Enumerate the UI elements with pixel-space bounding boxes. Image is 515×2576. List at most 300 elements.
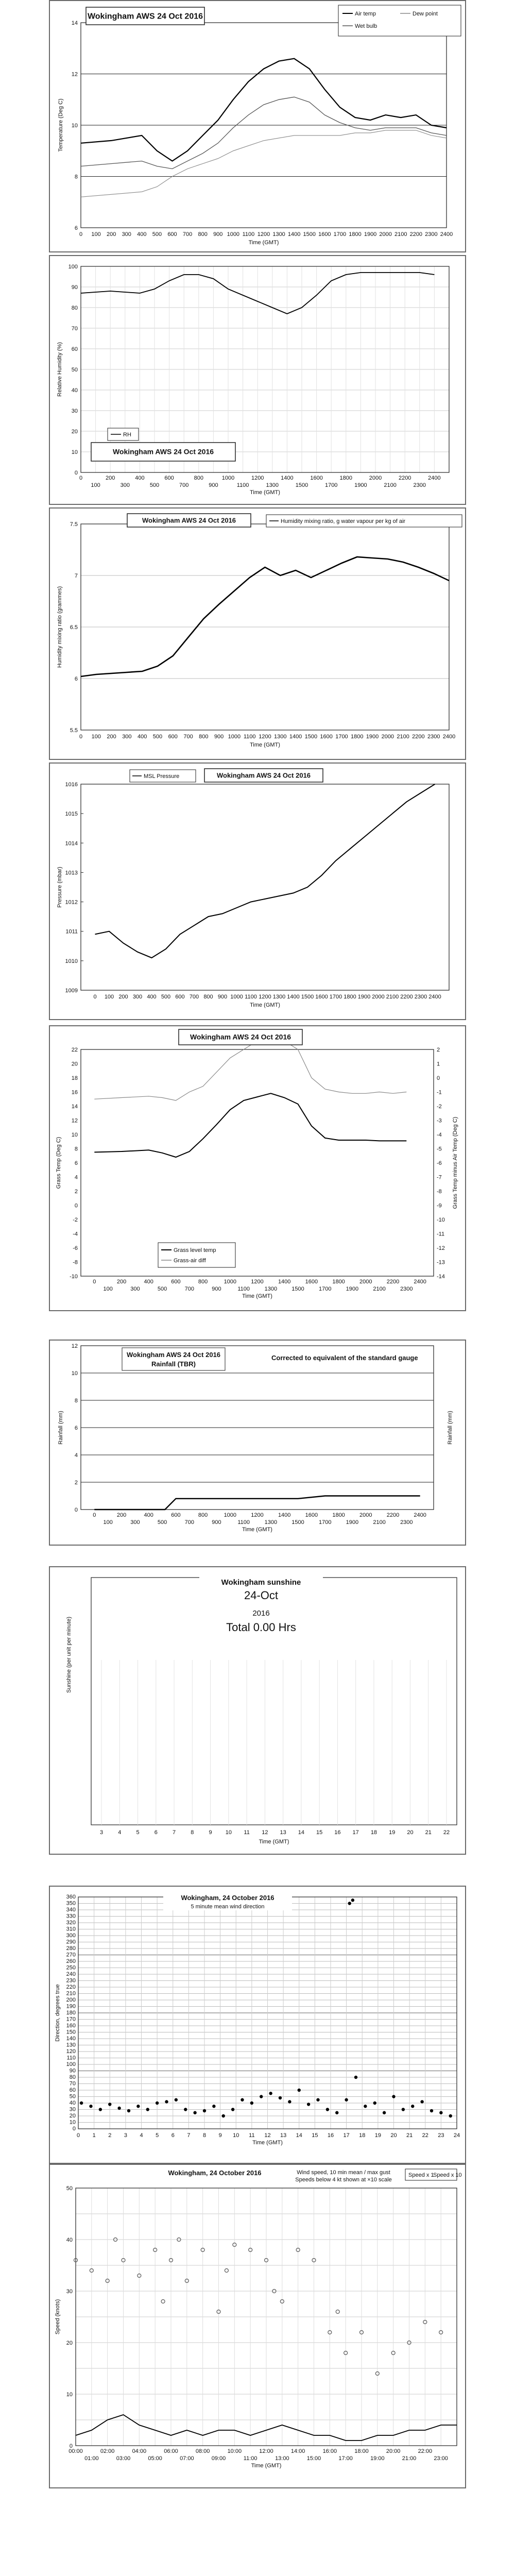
grass-temp-chart (49, 1025, 466, 1311)
x-tick-label: 400 (135, 475, 145, 481)
x-tick-label: 2100 (394, 231, 407, 238)
y-tick-label: 0 (74, 1507, 78, 1513)
direction-point (420, 2100, 423, 2103)
chart-title: Wokingham AWS 24 Oct 2016 (112, 447, 214, 456)
x-tick-label: 10 (225, 1829, 232, 1836)
y-tick-label: 20 (66, 2340, 73, 2346)
x-tick-label: 600 (175, 994, 185, 1000)
x-axis-label: Time (GMT) (252, 2140, 283, 2146)
x-tick-label: 200 (118, 994, 128, 1000)
y-tick-label: 6 (74, 676, 78, 682)
direction-point (269, 2092, 272, 2095)
x-tick-label: 400 (144, 1279, 153, 1285)
rainfall-line (94, 1496, 420, 1510)
x-tick-label: 8 (202, 2132, 207, 2139)
total-label: Total 0.00 Hrs (226, 1621, 296, 1634)
x-tick-label: 13:00 (275, 2455, 289, 2462)
x-tick-label: 2400 (442, 734, 456, 740)
x-tick-label: 9 (218, 2132, 222, 2139)
x-tick-label: 2400 (428, 994, 441, 1000)
y-tick-label: 10 (66, 2392, 73, 2398)
x-tick-label: 20:00 (386, 2448, 401, 2454)
x-tick-label: 2200 (412, 734, 425, 740)
x-tick-label: 1700 (318, 1519, 332, 1526)
y-tick-label: 0 (69, 2443, 73, 2449)
y-tick-label: 140 (66, 2036, 76, 2042)
x-tick-label: 100 (104, 994, 114, 1000)
y-tick-label-right: -9 (437, 1202, 442, 1209)
x-tick-label: 0 (93, 1279, 96, 1285)
direction-point (411, 2105, 414, 2108)
humidity-chart (49, 255, 466, 505)
y-tick-label: 180 (66, 2010, 76, 2016)
x-tick-label: 1400 (281, 475, 294, 481)
legend-label: RH (123, 432, 131, 438)
x-tick-label: 2100 (373, 1519, 386, 1526)
rainfall-chart (49, 1340, 466, 1546)
x-tick-label: 1000 (230, 994, 243, 1000)
x-tick-label: 1500 (301, 994, 314, 1000)
y-tick-label: 2 (74, 1189, 78, 1195)
plot-frame (81, 784, 449, 990)
x-tick-label: 1000 (227, 231, 240, 238)
y-tick-label: 0 (72, 2126, 76, 2132)
legend-label: Air temp (355, 11, 376, 17)
x-tick-label: 2100 (384, 482, 397, 488)
direction-point (117, 2107, 121, 2110)
y-tick-label: 1009 (65, 988, 78, 994)
x-tick-label: 800 (199, 734, 209, 740)
x-tick-label: 2300 (400, 1286, 413, 1292)
y-tick-label: 60 (71, 346, 78, 352)
y-tick-label-right: -5 (437, 1146, 442, 1153)
x-tick-label: 1300 (272, 994, 286, 1000)
x-axis-label: Time (GMT) (242, 1293, 272, 1299)
y-tick-label: 10 (71, 449, 78, 455)
x-tick-label: 6 (154, 1829, 158, 1836)
legend-label: Speed x 1 (408, 2172, 434, 2178)
x-tick-label: 1100 (236, 482, 249, 488)
x-tick-label: 1900 (366, 734, 379, 740)
y-tick-label-right: -3 (437, 1117, 442, 1124)
wind-speed-chart-svg (50, 2165, 465, 2487)
y-tick-label: -6 (73, 1245, 78, 1251)
y-tick-label: 30 (69, 2106, 76, 2113)
chart-title: Wokingham AWS 24 Oct 2016 (87, 12, 203, 21)
x-tick-label: 2000 (379, 231, 392, 238)
x-tick-label: 14:00 (290, 2448, 305, 2454)
x-tick-label: 21 (406, 2132, 413, 2139)
x-tick-label: 23:00 (434, 2455, 448, 2462)
x-tick-label: 03:00 (116, 2455, 131, 2462)
y-tick-label: 10 (71, 1370, 78, 1377)
chart-title: Wokingham AWS 24 Oct 2016 (142, 516, 236, 524)
y-tick-label-right: -14 (437, 1274, 445, 1280)
direction-point (99, 2108, 102, 2111)
x-tick-label: 900 (209, 482, 218, 488)
direction-point (222, 2114, 225, 2117)
y-tick-label: 250 (66, 1964, 76, 1971)
y-tick-label: 1013 (65, 870, 78, 876)
direction-point (345, 2098, 348, 2102)
x-tick-label: 200 (116, 1279, 127, 1285)
x-tick-label: 1500 (291, 1286, 304, 1292)
chart-title: Wokingham AWS 24 Oct 2016 (190, 1032, 291, 1041)
x-tick-label: 400 (137, 231, 147, 238)
legend-label: Wet bulb (355, 23, 377, 29)
x-tick-label: 2000 (372, 994, 385, 1000)
y-axis-label: Rainfall (mm) (447, 1411, 453, 1445)
x-tick-label: 23 (438, 2132, 444, 2139)
y-tick-label: 12 (71, 1117, 78, 1124)
x-tick-label: 11 (249, 2132, 255, 2139)
x-tick-label: 22 (443, 1829, 450, 1836)
x-tick-label: 200 (116, 1512, 127, 1518)
legend-label: Grass-air diff (174, 1258, 206, 1264)
x-tick-label: 0 (93, 1512, 96, 1518)
x-tick-label: 9 (209, 1829, 212, 1836)
y-tick-label: 190 (66, 2003, 76, 2010)
direction-point (260, 2095, 263, 2098)
y-tick-label: 80 (71, 305, 78, 311)
x-tick-label: 1800 (349, 231, 362, 238)
x-tick-label: 1400 (278, 1279, 291, 1285)
x-tick-label: 0 (79, 231, 83, 238)
y-tick-label: 340 (66, 1907, 76, 1913)
y-tick-label: 2 (74, 1480, 78, 1486)
x-axis-label: Time (GMT) (248, 240, 279, 246)
x-tick-label: 200 (106, 475, 115, 481)
x-tick-label: 2400 (440, 231, 453, 238)
chart-subtitle: Rainfall (TBR) (151, 1360, 196, 1368)
direction-point (373, 2102, 376, 2105)
direction-point (351, 1899, 354, 1902)
x-tick-label: 1100 (237, 1286, 250, 1292)
x-tick-label: 1000 (224, 1512, 237, 1518)
y-tick-label: 110 (66, 2055, 76, 2061)
x-tick-label: 100 (103, 1519, 113, 1526)
y-axis-label: Temperature (Deg C) (58, 98, 64, 152)
direction-point (136, 2105, 140, 2108)
x-axis-label: Time (GMT) (259, 1839, 289, 1845)
direction-point (212, 2105, 215, 2108)
y-tick-label: 40 (66, 2237, 73, 2243)
y-tick-label: 160 (66, 2023, 76, 2029)
x-tick-label: 09:00 (211, 2455, 226, 2462)
x-tick-label: 4 (118, 1829, 122, 1836)
x-tick-label: 12:00 (259, 2448, 273, 2454)
y-tick-label: 90 (71, 284, 78, 291)
x-tick-label: 19:00 (370, 2455, 385, 2462)
x-tick-label: 2000 (369, 475, 382, 481)
x-tick-label: 13 (280, 2132, 287, 2139)
x-tick-label: 21 (425, 1829, 432, 1836)
x-tick-label: 1900 (346, 1519, 359, 1526)
x-tick-label: 500 (152, 734, 163, 740)
x-tick-label: 2200 (386, 1512, 400, 1518)
x-tick-label: 1800 (332, 1512, 345, 1518)
y-tick-label-right: -12 (437, 1245, 445, 1251)
y-tick-label: 30 (71, 408, 78, 414)
y-tick-label: 200 (66, 1997, 76, 2003)
y-tick-label: 90 (69, 2067, 76, 2074)
x-tick-label: 1300 (274, 734, 287, 740)
y-tick-label: 12 (71, 1343, 78, 1349)
x-tick-label: 1000 (228, 734, 241, 740)
direction-point (430, 2109, 433, 2112)
x-tick-label: 08:00 (195, 2448, 210, 2454)
x-tick-label: 2300 (425, 231, 438, 238)
y-tick-label: 100 (66, 2061, 76, 2067)
y-tick-label: 320 (66, 1920, 76, 1926)
y-tick-label: 100 (68, 264, 78, 270)
y-tick-label-right: 1 (437, 1061, 440, 1067)
x-tick-label: 1300 (272, 231, 285, 238)
x-axis-label: Time (GMT) (251, 2463, 282, 2469)
legend-label: Humidity mixing ratio, g water vapour per kg of air (281, 518, 406, 524)
y-tick-label: 240 (66, 1971, 76, 1977)
y-axis-label: Sunshine (per unit per minute) (66, 1617, 72, 1693)
x-tick-label: 700 (182, 231, 193, 238)
x-tick-label: 1200 (259, 994, 271, 1000)
grass-temp-line (94, 1093, 406, 1157)
direction-point (326, 2108, 329, 2111)
y-tick-label: 6 (74, 225, 78, 231)
x-tick-label: 11:00 (243, 2455, 258, 2462)
legend-label: Speed x 10 (433, 2172, 462, 2178)
x-tick-label: 1900 (354, 482, 367, 488)
x-tick-label: 17 (343, 2132, 350, 2139)
x-tick-label: 1500 (303, 231, 316, 238)
y-tick-label: 360 (66, 1894, 76, 1900)
y-tick-label: 22 (71, 1047, 78, 1053)
x-tick-label: 2 (108, 2132, 112, 2139)
x-tick-label: 06:00 (164, 2448, 178, 2454)
x-tick-label: 1200 (251, 475, 264, 481)
y-tick-label: 50 (69, 2093, 76, 2100)
x-tick-label: 600 (167, 231, 177, 238)
x-tick-label: 800 (194, 475, 203, 481)
x-tick-label: 20 (390, 2132, 397, 2139)
y-tick-label: 40 (69, 2100, 76, 2106)
y-tick-label: 170 (66, 2016, 76, 2023)
x-tick-label: 400 (137, 734, 147, 740)
wind-speed-chart (49, 2164, 466, 2488)
x-tick-label: 700 (189, 994, 199, 1000)
x-tick-label: 1900 (357, 994, 371, 1000)
x-tick-label: 1000 (221, 475, 235, 481)
dew-point-line (81, 130, 447, 197)
direction-point (193, 2111, 196, 2114)
x-tick-label: 1600 (305, 1512, 318, 1518)
x-tick-label: 1300 (264, 1519, 278, 1526)
x-tick-label: 2100 (386, 994, 399, 1000)
y-tick-label: 10 (71, 1132, 78, 1138)
x-tick-label: 500 (161, 994, 171, 1000)
x-tick-label: 0 (79, 475, 83, 481)
x-tick-label: 600 (164, 475, 174, 481)
x-tick-label: 07:00 (180, 2455, 194, 2462)
y-tick-label: -10 (70, 1274, 78, 1280)
legend-box (338, 5, 461, 36)
x-tick-label: 100 (103, 1286, 113, 1292)
x-tick-label: 2100 (397, 734, 409, 740)
x-tick-label: 1700 (329, 994, 342, 1000)
x-tick-label: 14 (296, 2132, 302, 2139)
direction-point (250, 2102, 253, 2105)
x-tick-label: 21:00 (402, 2455, 417, 2462)
x-tick-label: 600 (171, 1279, 181, 1285)
x-tick-label: 100 (91, 482, 100, 488)
y-tick-label-right: -2 (437, 1104, 442, 1110)
x-tick-label: 19 (389, 1829, 396, 1836)
plot-frame (81, 1049, 434, 1276)
y-tick-label: 120 (66, 2048, 76, 2055)
date-label: 24-Oct (244, 1589, 279, 1602)
x-tick-label: 2400 (414, 1512, 426, 1518)
x-tick-label: 2400 (428, 475, 441, 481)
direction-point (383, 2111, 386, 2114)
x-tick-label: 24 (453, 2132, 460, 2139)
legend-label: Dew point (413, 11, 438, 17)
x-tick-label: 1200 (257, 231, 270, 238)
chart-note: Speeds below 4 kt shown at ×10 scale (295, 2177, 392, 2183)
y-tick-label: 20 (69, 2113, 76, 2119)
y-tick-label: 310 (66, 1926, 76, 1933)
x-tick-label: 18 (359, 2132, 366, 2139)
x-tick-label: 14 (298, 1829, 305, 1836)
y-tick-label-right: -6 (437, 1160, 442, 1166)
chart-subtitle: 5 minute mean wind direction (191, 1904, 265, 1910)
x-tick-label: 2400 (414, 1279, 426, 1285)
x-tick-label: 400 (144, 1512, 153, 1518)
x-tick-label: 2200 (400, 994, 413, 1000)
y-tick-label: 12 (71, 71, 78, 78)
direction-point (298, 2089, 301, 2092)
direction-point (354, 2076, 357, 2079)
direction-point (175, 2098, 178, 2102)
x-tick-label: 16 (334, 1829, 341, 1836)
x-tick-label: 1500 (304, 734, 318, 740)
chart-note: Corrected to equivalent of the standard gauge (271, 1354, 418, 1362)
direction-point (184, 2108, 187, 2111)
y-tick-label: 1012 (65, 899, 78, 906)
x-tick-label: 1400 (289, 734, 302, 740)
wet-bulb-line (81, 97, 447, 168)
y-tick-label: 6 (74, 1425, 78, 1431)
x-tick-label: 00:00 (68, 2448, 83, 2454)
gust-point (336, 2310, 339, 2314)
x-tick-label: 16:00 (322, 2448, 337, 2454)
rainfall-chart-svg (50, 1341, 465, 1545)
direction-point (156, 2102, 159, 2105)
x-tick-label: 04:00 (132, 2448, 147, 2454)
sunshine-chart-svg (50, 1567, 465, 1854)
x-tick-label: 05:00 (148, 2455, 162, 2462)
y-tick-label: 50 (66, 2185, 73, 2192)
x-tick-label: 18 (370, 1829, 377, 1836)
x-tick-label: 1300 (266, 482, 279, 488)
x-tick-label: 22 (422, 2132, 428, 2139)
x-tick-label: 0 (79, 734, 83, 740)
y-tick-label: 0 (74, 1202, 78, 1209)
x-tick-label: 1600 (305, 1279, 318, 1285)
direction-point (241, 2098, 244, 2102)
x-tick-label: 11 (244, 1829, 250, 1836)
x-tick-label: 1800 (339, 475, 353, 481)
y-axis-label: Relative Humidity (%) (57, 342, 63, 397)
y-tick-label: 7 (74, 573, 78, 579)
x-tick-label: 2200 (386, 1279, 400, 1285)
x-tick-label: 02:00 (100, 2448, 115, 2454)
y-tick-label-right: -10 (437, 1217, 445, 1223)
chart-title: Wokingham, 24 October 2016 (168, 2169, 262, 2177)
x-tick-label: 100 (91, 231, 101, 238)
chart-title: Wokingham AWS 24 Oct 2016 (216, 771, 311, 779)
x-tick-label: 700 (184, 1519, 194, 1526)
direction-point (108, 2103, 111, 2106)
y-tick-label: 210 (66, 1990, 76, 1997)
x-tick-label: 1500 (291, 1519, 304, 1526)
x-tick-label: 1700 (335, 734, 348, 740)
direction-point (288, 2100, 291, 2103)
x-tick-label: 1500 (295, 482, 308, 488)
x-tick-label: 1100 (243, 734, 256, 740)
x-tick-label: 300 (130, 1519, 140, 1526)
x-tick-label: 1100 (245, 994, 257, 1000)
x-tick-label: 200 (107, 734, 116, 740)
x-tick-label: 2300 (414, 994, 427, 1000)
x-tick-label: 500 (149, 482, 160, 488)
y-tick-label-right: 0 (437, 1075, 440, 1081)
wind-direction-chart (49, 1886, 466, 2164)
direction-point (335, 2111, 338, 2114)
x-tick-label: 1700 (324, 482, 338, 488)
y-tick-label: 260 (66, 1958, 76, 1964)
y-tick-label: 14 (71, 20, 78, 26)
x-tick-label: 2000 (381, 734, 394, 740)
x-tick-label: 1900 (346, 1286, 359, 1292)
x-tick-label: 13 (280, 1829, 286, 1836)
chart-title: Wokingham AWS 24 Oct 2016 (126, 1351, 221, 1359)
y-tick-label: 10 (69, 2119, 76, 2126)
x-tick-label: 900 (212, 1519, 221, 1526)
x-tick-label: 15 (316, 1829, 323, 1836)
direction-point (402, 2108, 405, 2111)
mixing-ratio-chart (49, 507, 466, 760)
x-axis-label: Time (GMT) (250, 1002, 280, 1008)
x-tick-label: 500 (157, 1286, 167, 1292)
x-tick-label: 700 (183, 734, 193, 740)
y-tick-label: 4 (74, 1174, 78, 1181)
y-tick-label: 0 (74, 470, 78, 476)
y-tick-label: -4 (73, 1231, 78, 1238)
y-tick-label: 18 (71, 1075, 78, 1081)
year-label: 2016 (252, 1609, 270, 1618)
x-tick-label: 500 (157, 1519, 167, 1526)
y-tick-label: 270 (66, 1952, 76, 1958)
x-tick-label: 2000 (359, 1512, 372, 1518)
x-tick-label: 700 (179, 482, 189, 488)
pressure-chart (49, 762, 466, 1020)
x-tick-label: 800 (198, 231, 208, 238)
y-tick-label: 6.5 (70, 624, 78, 631)
y-tick-label: 20 (71, 429, 78, 435)
y-tick-label-right: -7 (437, 1174, 442, 1181)
x-tick-label: 100 (91, 734, 101, 740)
direction-point (80, 2102, 83, 2105)
temperature-chart (49, 0, 466, 252)
